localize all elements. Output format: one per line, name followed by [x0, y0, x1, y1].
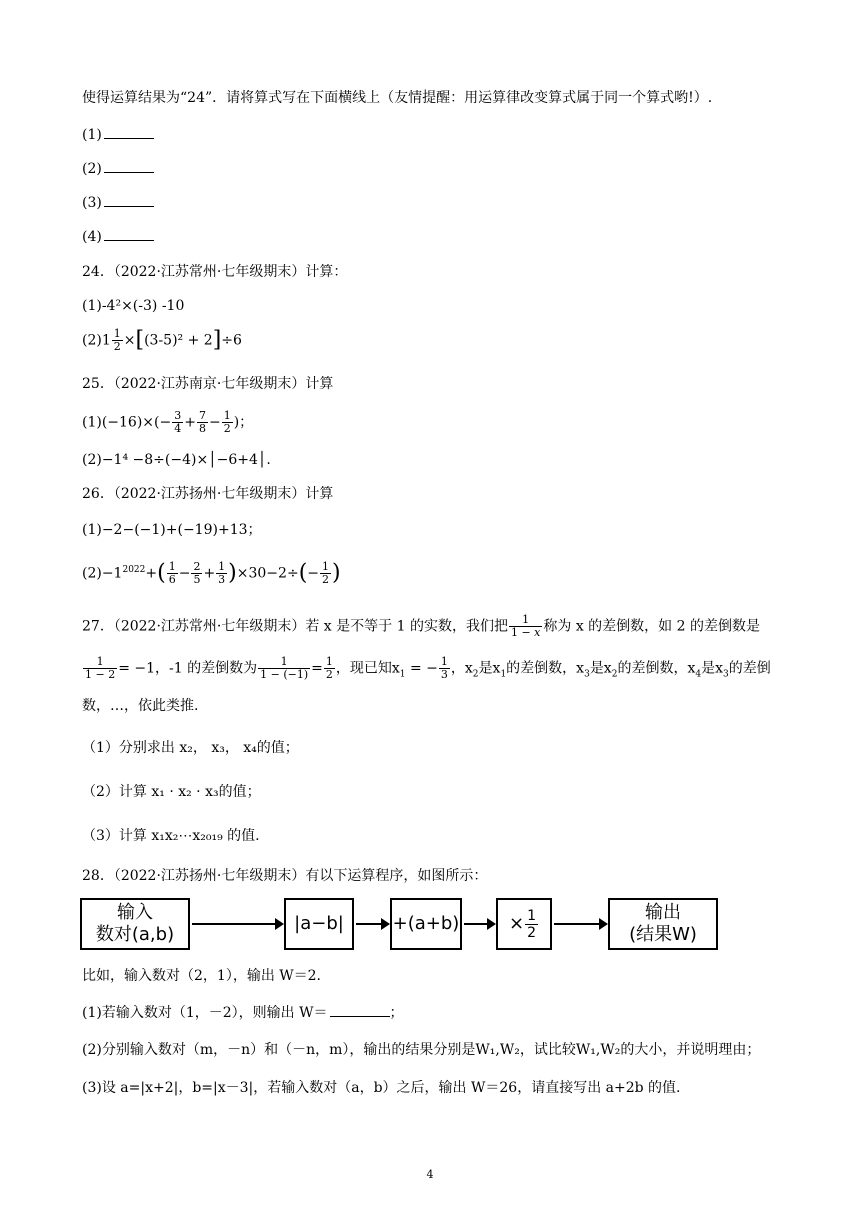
answer-label: (2)	[82, 161, 102, 177]
page-number: 4	[426, 1168, 434, 1181]
question-28-part-2: (2)分别输入数对（m，－n）和（－n，m），输出的结果分别是W₁,W₂，试比较W₁,W₂的大小，并说明理由；	[82, 1042, 761, 1058]
fraction: $\frac{1}{3}$	[440, 655, 448, 681]
answer-line-3[interactable]	[82, 192, 154, 213]
question-27-line-1: 27．（2022·江苏常州·七年级期末）若 x 是不等于 1 的实数，我们把 $\frac{1}{1 - x}$ 称为 x 的差倒数，如 2 的差倒数是	[82, 613, 760, 639]
flow-arrow	[356, 923, 388, 925]
question-27-line-2: $\frac{1}{1 - 2}$ = −1，-1 的差倒数为 $\frac{1}{1 - (-1)}$ = $\frac{1}{2}$ ，现已知$x_1$ = − $\frac{1}{3}$ ，$x_2$是$x_1$的差倒数，$x_3$是$x_2$的差倒数，$x_4$是$x_3$的差倒	[85, 655, 771, 681]
question-25-title: 25．（2022·江苏南京·七年级期末）计算	[82, 376, 334, 392]
question-27-sub-2: （2）计算 x₁ · x₂ · x₃的值；	[82, 784, 261, 800]
answer-blank[interactable]	[104, 226, 154, 241]
fraction: $\frac{2}{5}$	[193, 560, 201, 587]
flow-input-box: 输入 数对(a,b)	[80, 898, 190, 950]
answer-blank[interactable]	[104, 192, 154, 207]
flow-arrow	[554, 923, 606, 925]
question-27-sub-1: （1）分别求出 x₂， x₃， x₄的值；	[82, 740, 299, 756]
fraction: $\frac{7}{8}$	[198, 409, 206, 435]
question-28-example: 比如，输入数对（2，1），输出 W＝2.	[82, 968, 322, 984]
question-24-part-2: (2)1 $\frac{1}{2}$ ×[(3-5)² + 2]÷6	[82, 327, 242, 353]
flow-step-abs-diff: |a−b|	[284, 898, 354, 950]
question-26-part-2: $(2)-1^{2022}+$( $\frac{1}{6}$ − $\frac{2}{5}$ + $\frac{1}{3}$ )×30−2÷(− $\frac{1}{2}$ )	[82, 560, 341, 587]
question-24-title: 24．（2022·江苏常州·七年级期末）计算：	[82, 264, 348, 280]
question-26-part-1: (1)−2−(−1)+(−19)+13；	[82, 522, 262, 538]
answer-label: (1)	[82, 127, 102, 143]
question-28-part-1: (1)若输入数对（1，－2），则输出 W＝ ；	[82, 1002, 404, 1023]
flowchart	[80, 898, 600, 954]
question-28-part-3: (3)设 a=|x+2|，b=|x－3|，若输入数对（a，b）之后，输出 W＝26，请直接写出 a+2b 的值.	[82, 1080, 681, 1096]
fraction: $\frac{1}{2}$	[223, 409, 231, 435]
flow-step-multiply-half: × $\frac{1}{2}$	[496, 898, 552, 950]
fraction: $\frac{1}{2}$	[527, 907, 536, 941]
flow-arrow	[192, 923, 282, 925]
answer-line-1[interactable]	[82, 124, 154, 145]
answer-line-2[interactable]	[82, 158, 154, 179]
question-24-part-1: (1)-4²×(-3) -10	[82, 298, 185, 314]
answer-label: (4)	[82, 229, 102, 245]
fraction: $\frac{1}{2}$	[322, 560, 330, 587]
answer-line-4[interactable]	[82, 226, 154, 247]
fraction: $\frac{1}{1 - 2}$	[85, 655, 116, 681]
fraction: $\frac{1}{2}$	[113, 327, 121, 353]
fraction: $\frac{1}{3}$	[218, 560, 226, 587]
answer-label: (3)	[82, 195, 102, 211]
flow-step-add-sum: +(a+b)	[390, 898, 462, 950]
fraction: $\frac{1}{2}$	[325, 655, 333, 681]
fraction: $\frac{1}{6}$	[168, 560, 176, 587]
question-26-title: 26．（2022·江苏扬州·七年级期末）计算	[82, 486, 334, 502]
question-25-part-1: (1)(−16)×(− $\frac{3}{4}$ + $\frac{7}{8}$ − $\frac{1}{2}$ )；	[82, 409, 254, 435]
answer-blank[interactable]	[104, 124, 154, 139]
fraction: $\frac{1}{1 - x}$	[510, 613, 541, 639]
fraction: $\frac{1}{1 - (-1)}$	[260, 655, 309, 681]
intro-text: 使得运算结果为“24”．请将算式写在下面横线上（友情提醒：用运算律改变算式属于同一个算式哟!）.	[82, 90, 713, 106]
fraction: $\frac{3}{4}$	[174, 409, 182, 435]
question-27-sub-3: （3）计算 x₁x₂⋯x₂₀₁₉ 的值.	[82, 828, 260, 844]
question-25-part-2: (2)−1⁴ −8÷(−4)×│−6+4│.	[82, 452, 271, 468]
question-27-line-3: 数，…，依此类推.	[82, 698, 199, 714]
flow-arrow	[464, 923, 494, 925]
answer-blank[interactable]	[330, 1002, 390, 1017]
question-28-title: 28．（2022·江苏扬州·七年级期末）有以下运算程序，如图所示：	[82, 868, 488, 884]
answer-blank[interactable]	[104, 158, 154, 173]
flow-output-box: 输出 (结果W)	[608, 898, 718, 950]
